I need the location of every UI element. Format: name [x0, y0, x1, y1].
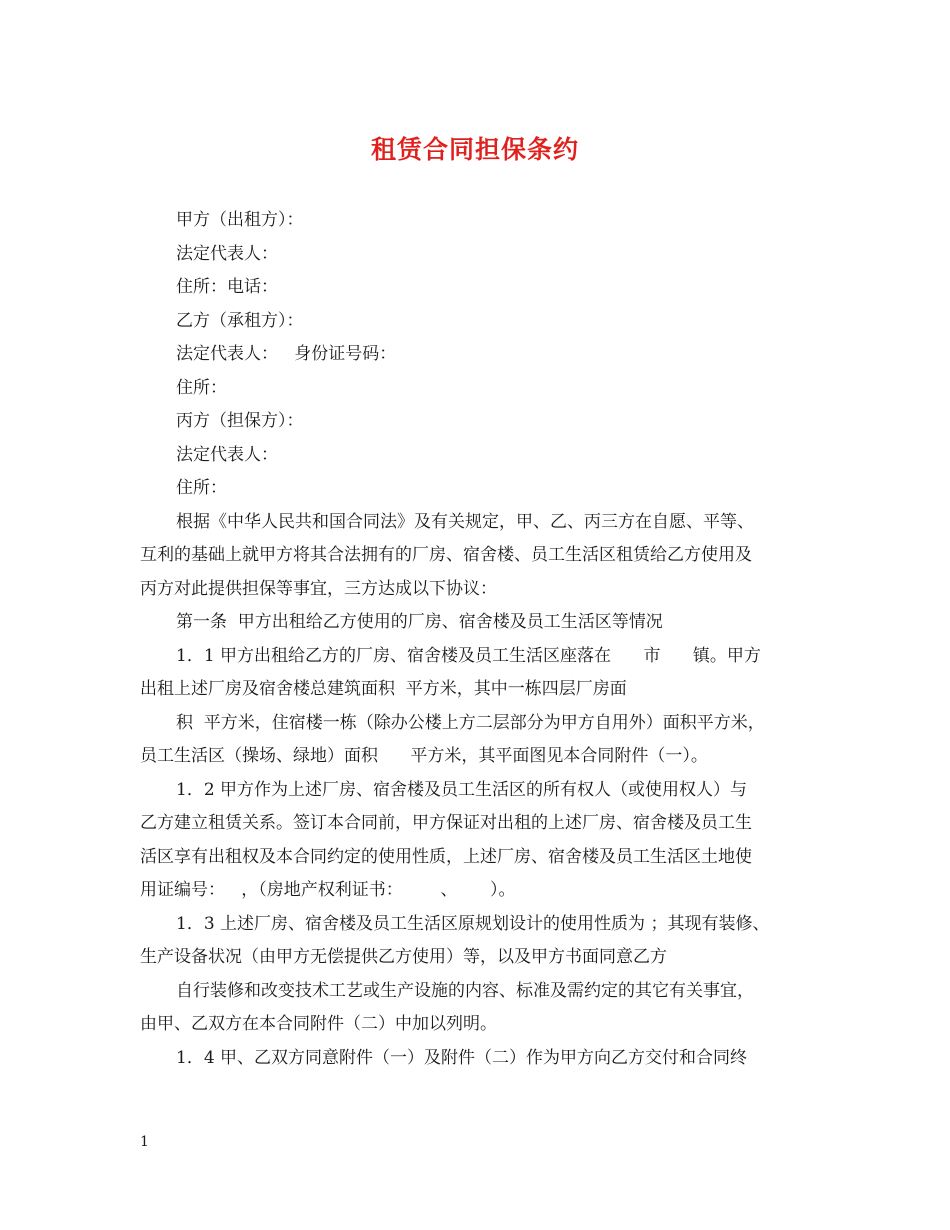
body-line: 生产设备状况（由甲方无偿提供乙方使用）等，以及甲方书面同意乙方: [140, 947, 667, 967]
body-line: 第一条 甲方出租给乙方使用的厂房、宿舍楼及员工生活区等情况: [176, 612, 663, 632]
document-body: [140, 204, 820, 1075]
body-line: 由甲、乙双方在本合同附件（二）中加以列明。: [140, 1014, 497, 1034]
body-line: 出租上述厂房及宿舍楼总建筑面积 平方米，其中一栋四层厂房面: [140, 679, 627, 699]
body-line: 甲方（出租方）：: [176, 210, 304, 230]
body-line: 自行装修和改变技术工艺或生产设施的内容、标准及需约定的其它有关事宜，: [176, 980, 754, 1001]
body-line: 用证编号： ，（房地产权利证书： 、 ）。: [140, 880, 516, 900]
body-line: 法定代表人：: [176, 444, 278, 465]
body-line: 员工生活区（操场、绿地）面积 平方米，其平面图见本合同附件（一）。: [140, 746, 708, 766]
body-line: 乙方建立租赁关系。签订本合同前，甲方保证对出租的上述厂房、宿舍楼及员工生: [140, 813, 752, 833]
body-line: 住所：电话：: [176, 277, 278, 297]
body-line: 1．1 甲方出租给乙方的厂房、宿舍楼及员工生活区座落在 市 镇。甲方: [176, 645, 761, 666]
body-line: 互利的基础上就甲方将其合法拥有的厂房、宿舍楼、员工生活区租赁给乙方使用及: [140, 545, 752, 565]
body-line: 丙方对此提供担保等事宜，三方达成以下协议：: [140, 578, 497, 599]
body-line: 1．2 甲方作为上述厂房、宿舍楼及员工生活区的所有权人（或使用权人）与: [176, 779, 748, 800]
page-number: 1: [140, 1134, 149, 1150]
body-line: 积 平方米，住宿楼一栋（除办公楼上方二层部分为甲方自用外）面积平方米，: [176, 712, 765, 733]
body-line: 根据《中华人民共和国合同法》及有关规定，甲、乙、丙三方在自愿、平等、: [176, 511, 754, 532]
body-line: 活区享有出租权及本合同约定的使用性质，上述厂房、宿舍楼及员工生活区土地使: [140, 846, 752, 867]
body-line: 法定代表人：: [176, 243, 278, 264]
body-line: 住所：: [176, 377, 227, 398]
body-line: 乙方（承租方）：: [176, 310, 304, 331]
body-line: 法定代表人： 身份证号码：: [176, 344, 397, 364]
body-line: 1．3 上述厂房、宿舍楼及员工生活区原规划设计的使用性质为 ；其现有装修、: [176, 913, 770, 934]
document-title: 租赁合同担保条约: [370, 135, 579, 164]
body-line: 丙方（担保方）：: [176, 411, 304, 431]
body-line: 住所：: [176, 478, 227, 498]
body-line: 1．4 甲、乙双方同意附件（一）及附件（二）作为甲方向乙方交付和合同终: [176, 1047, 748, 1068]
